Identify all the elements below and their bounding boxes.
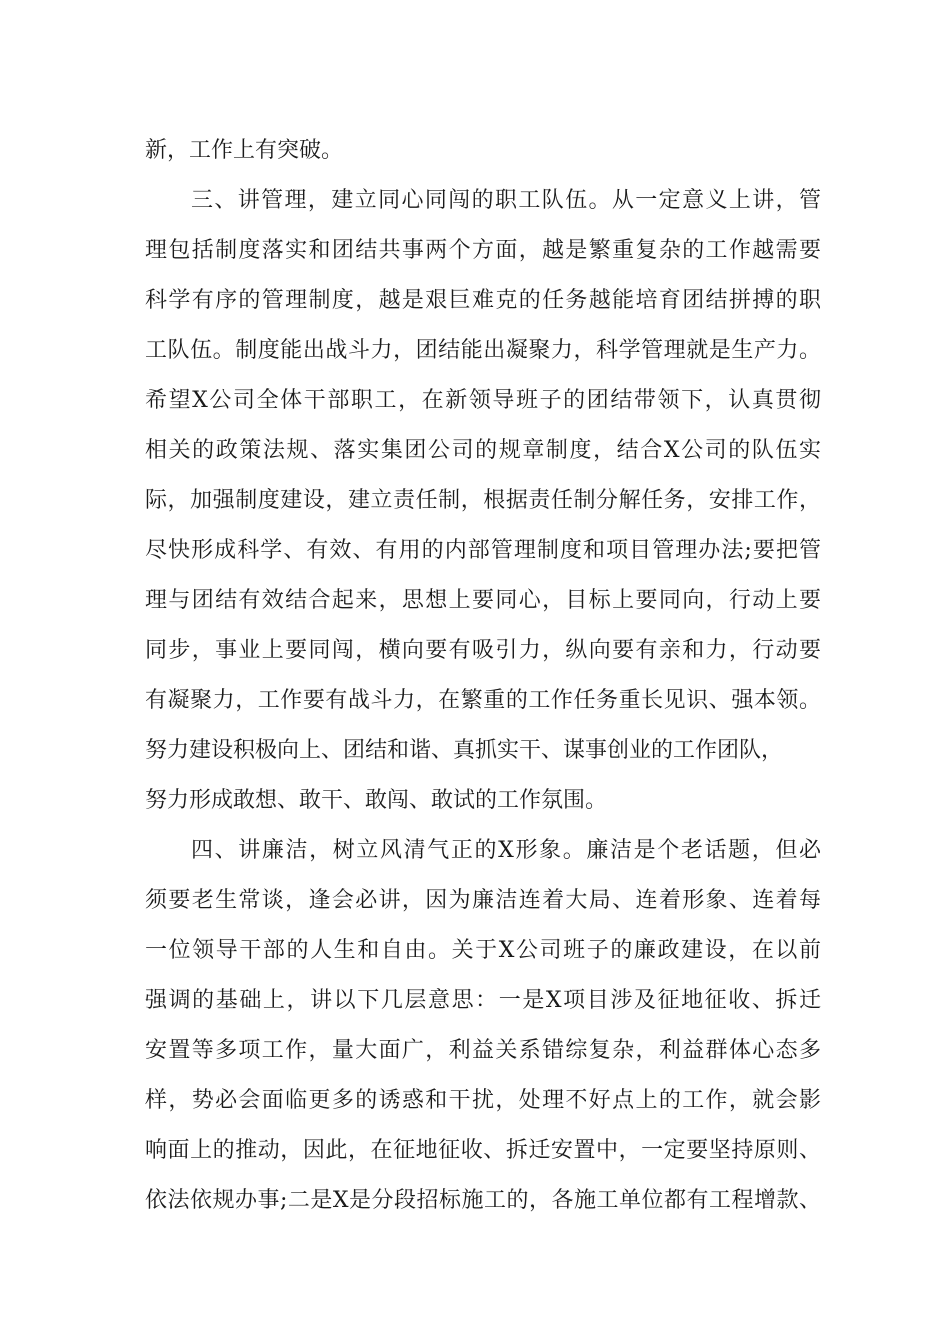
text-line: 际，加强制度建设，建立责任制，根据责任制分解任务，安排工作， <box>145 488 821 513</box>
text-line: 相关的政策法规、落实集团公司的规章制度，结合X公司的队伍实 <box>145 438 821 463</box>
text-line: 尽快形成科学、有效、有用的内部管理制度和项目管理办法;要把管 <box>145 538 821 563</box>
text-line: 强调的基础上，讲以下几层意思：一是X项目涉及征地征收、拆迁 <box>145 988 821 1013</box>
text-line: 响面上的推动，因此，在征地征收、拆迁安置中，一定要坚持原则、 <box>145 1138 821 1163</box>
text-line: 须要老生常谈，逢会必讲，因为廉洁连着大局、连着形象、连着每 <box>145 888 821 913</box>
text-line: 有凝聚力，工作要有战斗力，在繁重的工作任务重长见识、强本领。 <box>145 688 821 713</box>
text-line: 新，工作上有突破。 <box>145 138 344 163</box>
text-line: 理包括制度落实和团结共事两个方面，越是繁重复杂的工作越需要 <box>145 238 821 263</box>
text-line: 同步，事业上要同闯，横向要有吸引力，纵向要有亲和力，行动要 <box>145 638 821 663</box>
text-line: 安置等多项工作，量大面广，利益关系错综复杂，利益群体心态多 <box>145 1038 821 1063</box>
text-line: 希望X公司全体干部职工，在新领导班子的团结带领下，认真贯彻 <box>145 388 821 413</box>
paragraph-three-start: 三、讲管理，建立同心同闯的职工队伍。从一定意义上讲，管 <box>191 188 821 213</box>
text-line: 依法依规办事;二是X是分段招标施工的，各施工单位都有工程增款、 <box>145 1188 821 1213</box>
paragraph-four-start: 四、讲廉洁，树立风清气正的X形象。廉洁是个老话题，但必 <box>191 838 821 863</box>
text-line: 努力建设积极向上、团结和谐、真抓实干、谋事创业的工作团队， <box>145 738 784 763</box>
text-line: 科学有序的管理制度，越是艰巨难克的任务越能培育团结拼搏的职 <box>145 288 821 313</box>
text-line: 样，势必会面临更多的诱惑和干扰，处理不好点上的工作，就会影 <box>145 1088 821 1113</box>
text-line: 工队伍。制度能出战斗力，团结能出凝聚力，科学管理就是生产力。 <box>145 338 821 363</box>
text-line: 理与团结有效结合起来，思想上要同心，目标上要同向，行动上要 <box>145 588 821 613</box>
text-line: 一位领导干部的人生和自由。关于X公司班子的廉政建设，在以前 <box>145 938 821 963</box>
text-line: 努力形成敢想、敢干、敢闯、敢试的工作氛围。 <box>145 788 608 813</box>
